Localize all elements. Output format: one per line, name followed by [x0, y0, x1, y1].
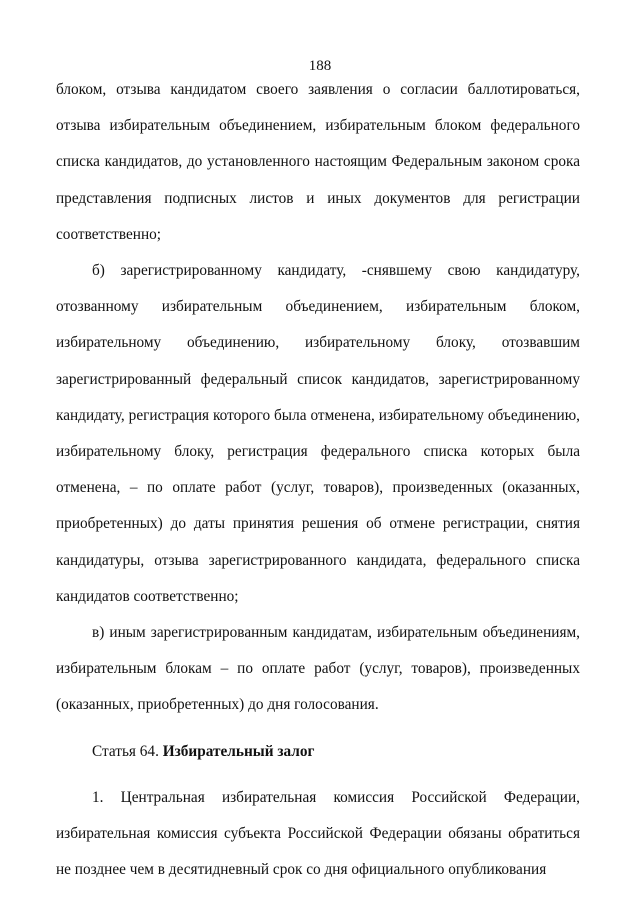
article-title: Избирательный залог: [162, 742, 315, 760]
article-heading: [56, 734, 580, 770]
article-number: Статья 64.: [92, 742, 163, 760]
paragraph-continuation: блоком, отзыва кандидатом своего заявления о согласии баллотироваться, отзыва избирательным объединением, избирательным блоком федерального списка кандидатов, до установленного настоящим Федеральным законом срока представления подписных листов и иных документов для регистрации соответственно;: [56, 81, 580, 243]
paragraph-v: в) иным зарегистрированным кандидатам, избирательным объединениям, избирательным блокам – по оплате работ (услуг, товаров), произведенных (оказанных, приобретенных) до дня голосования.: [56, 624, 580, 714]
document-body: [56, 72, 580, 888]
paragraph-b: б) зарегистрированному кандидату, -снявшему свою кандидатуру, отозванному избирательным объединением, избирательным блоком, избирательному объединению, избирательному блоку, отозвавшим зарегистрированный федеральный список кандидатов, зарегистрированному кандидату, регистрация которого была отменена, избирательному объединению, избирательному блоку, регистрация федерального списка которых была отменена, – по оплате работ (услуг, товаров), произведенных (оказанных, приобретенных) до даты принятия решения об отмене регистрации, снятия кандидатуры, отзыва зарегистрированного кандидата, федерального списка кандидатов соответственно;: [56, 262, 580, 605]
paragraph-1: 1. Центральная избирательная комиссия Российской Федерации, избирательная комиссия субъекта Российской Федерации обязаны обратиться не позднее чем в десятидневный срок со дня официального опубликования: [56, 788, 580, 879]
page-number: 188: [308, 58, 332, 74]
